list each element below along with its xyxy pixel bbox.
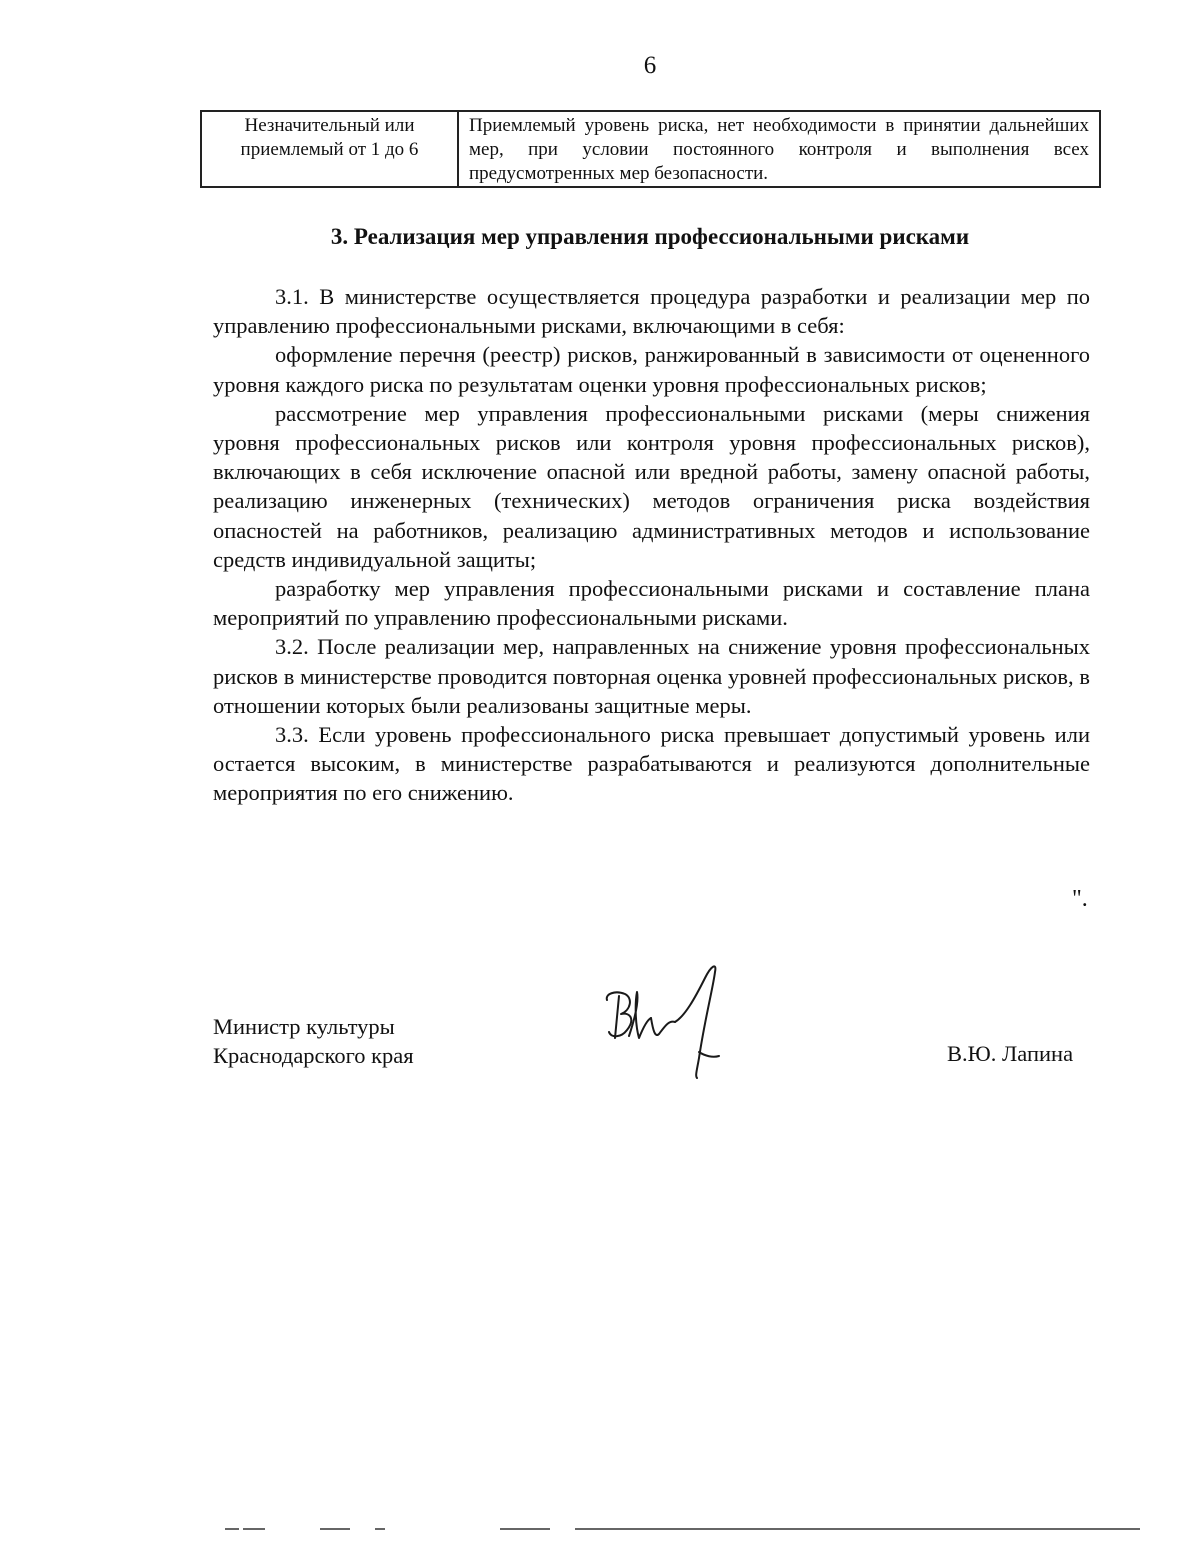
signatory-name: В.Ю. Лапина [947, 1041, 1074, 1066]
signatory-position [213, 1012, 414, 1070]
footer-rule [225, 1527, 1140, 1533]
page-number [0, 52, 1200, 80]
paragraph-3-1: 3.1. В министерстве осуществляется процедура разработки и реализации мер по управлению профессиональными рисками, включающими в себя: [213, 284, 1090, 339]
page-number-text: 6 [643, 52, 657, 79]
signatory-position-line1: Министр культуры [213, 1014, 395, 1039]
risk-level-table [200, 110, 1101, 188]
signatory-position-line2: Краснодарского края [213, 1043, 414, 1068]
risk-level-cell: Незначительный или приемлемый от 1 до 6 [201, 111, 458, 187]
handwritten-signature-icon [595, 958, 730, 1083]
closing-quote: ". [1072, 886, 1088, 912]
table-row [201, 111, 1100, 187]
paragraph-risk-measures: рассмотрение мер управления профессиональными рисками (меры снижения уровня профессиональных рисков или контроля уровня профессиональных рисков), включающих в себя исключение опасной или вредной работы, замену опасной работы, реализацию инженерных (технических) методов ограничения риска воздействия опасностей на работников, реализацию административных методов и использование средств индивидуальной защиты; [213, 400, 1090, 572]
paragraph-risk-register: оформление перечня (реестр) рисков, ранжированный в зависимости от оцененного уровня каждого риска по результатам оценки уровня профессиональных рисков; [213, 342, 1090, 397]
paragraph-action-plan: разработку мер управления профессиональными рисками и составление плана мероприятий по управлению профессиональными рисками. [213, 576, 1090, 631]
section-body [213, 282, 1090, 808]
paragraph-3-2: 3.2. После реализации мер, направленных на снижение уровня профессиональных рисков в министерстве проводится повторная оценка уровней профессиональных рисков, в отношении которых были реализованы защитные меры. [213, 634, 1090, 718]
risk-description-cell: Приемлемый уровень риска, нет необходимости в принятии дальнейших мер, при условии постоянного контроля и выполнения всех предусмотренных мер безопасности. [458, 111, 1100, 187]
paragraph-3-3: 3.3. Если уровень профессионального риска превышает допустимый уровень или остается высоким, в министерстве разрабатываются и реализуются дополнительные мероприятия по его снижению. [213, 722, 1090, 806]
section-title: 3. Реализация мер управления профессиональными рисками [330, 224, 970, 249]
